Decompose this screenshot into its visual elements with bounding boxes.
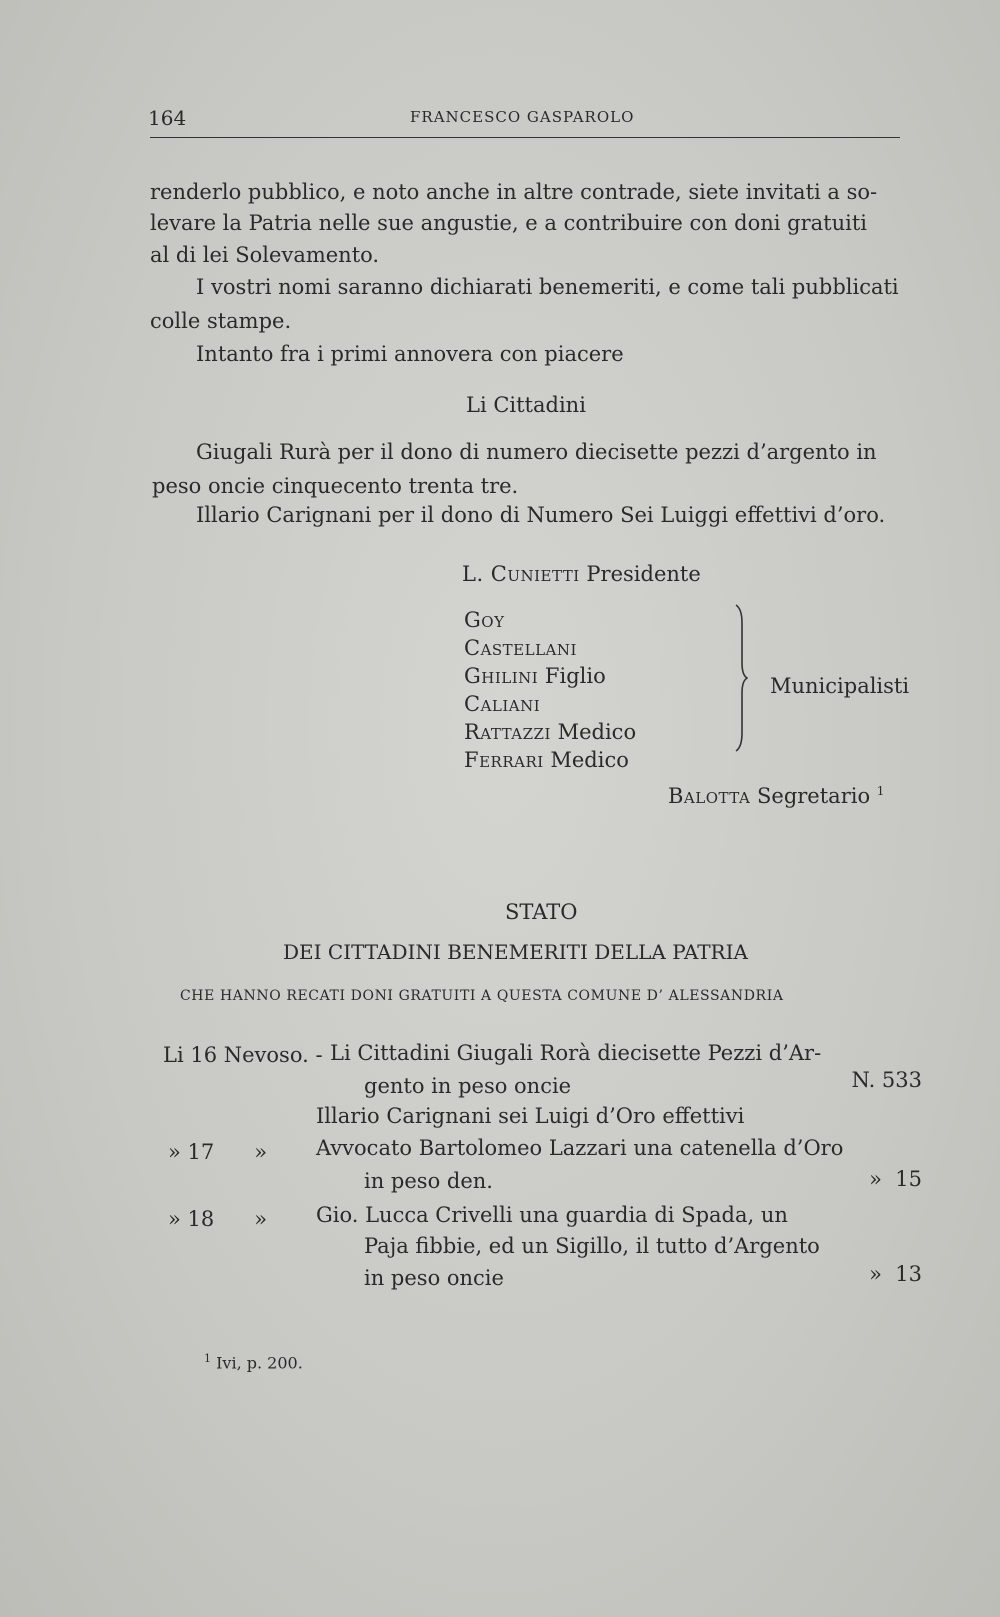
member-name: Rattazzi — [464, 720, 551, 744]
member-name: Caliani — [464, 692, 541, 716]
brace-icon — [734, 603, 748, 753]
donation-line: peso oncie cinquecento trenta tre. — [152, 474, 519, 498]
member-line — [464, 636, 577, 661]
body-line: colle stampe. — [150, 309, 292, 333]
register-text: gento in peso oncie — [364, 1074, 572, 1098]
header-rule — [150, 137, 900, 138]
body-line: levare la Patria nelle sue angustie, e a contribuire con doni gratuiti — [150, 211, 867, 235]
president-role: Presidente — [586, 562, 701, 586]
member-name: Castellani — [464, 636, 577, 660]
footnote-number: 1 — [204, 1352, 211, 1365]
body-line: Intanto fra i primi annovera con piacere — [196, 342, 624, 366]
president-name: L. Cunietti — [462, 562, 580, 586]
member-name: Ghilini — [464, 664, 539, 688]
member-role: Medico — [557, 720, 637, 744]
register-text: Illario Carignani sei Luigi d’Oro effettivi — [316, 1104, 745, 1128]
secretary-line — [668, 784, 884, 809]
stato-title: STATO — [505, 900, 578, 924]
register-date: » 17 » — [168, 1140, 268, 1164]
body-line: I vostri nomi saranno dichiarati benemeriti, e come tali pubblicati — [196, 275, 899, 299]
footnote-mark: 1 — [876, 784, 885, 798]
cittadini-heading: Li Cittadini — [466, 393, 586, 417]
register-amount: » 15 — [869, 1167, 922, 1191]
body-line: al di lei Solevamento. — [150, 243, 380, 267]
register-text: Li Cittadini Giugali Rorà diecisette Pezzi d’Ar- — [330, 1041, 822, 1065]
register-text: Avvocato Bartolomeo Lazzari una catenella d’Oro — [316, 1136, 844, 1160]
footnote — [204, 1352, 303, 1372]
member-line — [464, 692, 540, 717]
member-line — [464, 664, 606, 689]
member-line — [464, 608, 504, 633]
member-role: Medico — [550, 748, 629, 772]
register-text: in peso oncie — [364, 1266, 504, 1290]
body-line: renderlo pubblico, e noto anche in altre contrade, siete invitati a so- — [150, 180, 878, 204]
register-date: Li 16 Nevoso. - — [163, 1043, 323, 1067]
member-line — [464, 720, 636, 745]
running-title: FRANCESCO GASPAROLO — [410, 108, 635, 126]
donation-line: Illario Carignani per il dono di Numero Sei Luiggi effettivi d’oro. — [196, 503, 886, 527]
member-name: Ferrari — [464, 748, 544, 772]
member-line — [464, 748, 629, 773]
stato-subtitle: DEI CITTADINI BENEMERITI DELLA PATRIA — [283, 940, 748, 964]
register-date: » 18 » — [168, 1207, 268, 1231]
register-text: Gio. Lucca Crivelli una guardia di Spada, un — [316, 1203, 788, 1227]
register-amount: N. 533 — [851, 1068, 922, 1092]
page-number: 164 — [148, 106, 187, 130]
member-role: Figlio — [544, 664, 606, 688]
register-text: in peso den. — [364, 1169, 493, 1193]
president-line — [462, 562, 701, 587]
footnote-text: Ivi, p. 200. — [216, 1353, 303, 1373]
secretary-role: Segretario — [757, 784, 871, 808]
secretary-name: Balotta — [668, 784, 751, 808]
donation-line: Giugali Rurà per il dono di numero diecisette pezzi d’argento in — [196, 440, 877, 464]
register-text: Paja fibbie, ed un Sigillo, il tutto d’Argento — [364, 1234, 820, 1258]
register-amount: » 13 — [869, 1262, 922, 1286]
municipalisti-label: Municipalisti — [770, 674, 910, 698]
member-name: Goy — [464, 608, 505, 632]
stato-subtitle-2: CHE HANNO RECATI DONI GRATUITI A QUESTA COMUNE D’ ALESSANDRIA — [180, 988, 784, 1004]
